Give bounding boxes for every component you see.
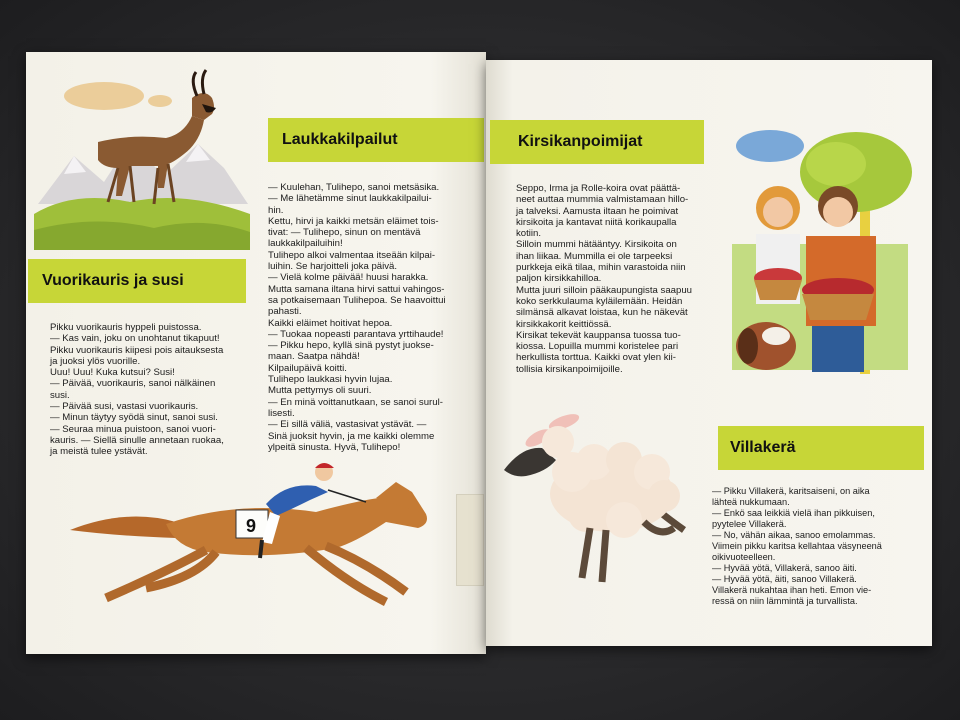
tape-strip — [456, 494, 484, 586]
story-text-kirsikanpoimijat: Seppo, Irma ja Rolle-koira ovat päättä- neet auttaa mummia valmistamaan hillo- ja talveksi. Aamusta iltaan he poimivat kirsikoita ja kantavat niitä korikaupalla kotiin. Silloin mummi hätääntyy. Kirsikoita on ihan liikaa. Mummilla ei ole tarpeeksi purkkeja eikä tilaa, mihin varastoida niin paljon kirsikkahilloa. Mutta juuri silloin pääkaupungista saapuu koko serkkulauma kyläilemään. Heidän silmänsä alkavat loistaa, kun he näkevät kirsikkakorit keittiössä. Kirsikat tekevät kauppansa tuossa tuo- kiossa. Lopuilla mummi koristelee pari herkullista torttua. Kaikki ovat ylen kii- tollisia kirsikanpoimijoille. — [516, 183, 692, 375]
story-text-laukkakilpailut: — Kuulehan, Tulihepo, sanoi metsäsika. — Me lähetämme sinut laukkakilpailui- hin. Kettu, hirvi ja kaikki metsän eläimet tois- tivat: — Tulihepo, sinun on mentävä laukkakilpailuihin! Tulihepo alkoi valmentaa itseään kilpai- luihin. Se harjoitteli joka päivä. — Vielä kolme päivää! huusi harakka. Mutta samana iltana hirvi sattui vahingos- sa potkaisemaan Tulihepoa. Se haavoittui pahasti. Kaikki eläimet hoitivat hepoa. — Tuokaa nopeasti parantava yrttihaude! — Pikku hepo, kyllä sinä pystyt juokse- maan. Saatpa nähdä! Kilpailupäivä koitti. Tulihepo laukkasi hyvin lujaa. Mutta pettymys oli suuri. — En minä voittanutkaan, se sanoi surul- lisesti. — Ei sillä väliä, vastasivat ystävät. — Sinä juoksit hyvin, ja me kaikki olemme ylpeitä sinusta. Hyvä, Tulihepo! — [268, 182, 446, 453]
lamb-illustration — [494, 398, 704, 594]
racehorse-illustration — [66, 452, 446, 622]
story-title-vuorikauris: Vuorikauris ja susi — [28, 259, 246, 303]
cherry-pickers-illustration — [726, 124, 916, 374]
story-text-vuorikauris: Pikku vuorikauris hyppeli puistossa. — Kas vain, joku on unohtanut tikapuut! Pikku vuorikauris kiipesi pois aitauksesta ja juoksi ylös vuorille. Uuu! Uuu! Kuka kutsui? Susi! — Päivää, vuorikauris, sanoi nälkäinen susi. — Päivää susi, vastasi vuorikauris. — Minun täytyy syödä sinut, sanoi susi. — Seuraa minua puistoon, sanoi vuori- kauris. — Siellä sinulle annetaan ruokaa, ja meistä tulee ystävät. — [50, 322, 224, 458]
story-title-kirsikanpoimijat: Kirsikanpoimijat — [490, 120, 704, 164]
horse-number: 9 — [246, 516, 257, 536]
story-text-villakera: — Pikku Villakerä, karitsaiseni, on aika lähteä nukkumaan. — Enkö saa leikkiä vielä ihan pikkuisen, pyytelee Villakerä. — No, vähän aikaa, sanoo emolammas. Viimein pikku karitsa kellahtaa väsyneenä oikivuoteelleen. — Hyvää yötä, Villakerä, sanoo äiti. — Hyvää yötä, äiti, sanoo Villakerä. Villakerä nukahtaa ihan heti. Emon vie- ressä on niin lämmintä ja turvallista. — [712, 486, 882, 606]
chamois-illustration — [34, 64, 250, 250]
story-title-laukkakilpailut: Laukkakilpailut — [268, 118, 484, 162]
story-title-villakera: Villakerä — [718, 426, 924, 470]
